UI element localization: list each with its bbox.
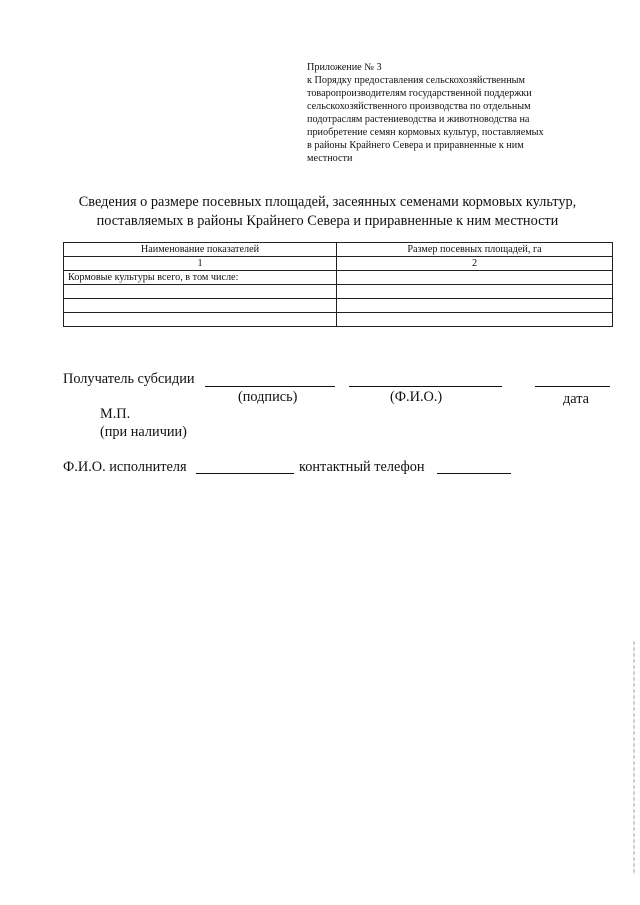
table-number-row	[64, 257, 613, 271]
appendix-line: товаропроизводителям государственной поддержки	[307, 88, 532, 99]
sowing-area-table	[63, 242, 613, 327]
table-row	[64, 299, 613, 313]
fio-caption: (Ф.И.О.)	[390, 389, 443, 405]
executor-line	[196, 473, 294, 474]
column-number-2: 2	[337, 257, 613, 271]
table-row	[64, 313, 613, 327]
table-cell	[337, 299, 613, 313]
header-indicator-name: Наименование показателей	[64, 243, 337, 257]
header-sowing-area: Размер посевных площадей, га	[337, 243, 613, 257]
table-cell	[64, 285, 337, 299]
recipient-label: Получатель субсидии	[63, 371, 195, 387]
appendix-line: сельскохозяйственного производства по отдельным	[307, 101, 531, 112]
title-line-2: поставляемых в районы Крайнего Севера и приравненные к ним местности	[96, 213, 559, 229]
table-cell	[64, 299, 337, 313]
table-row	[64, 271, 613, 285]
document-title	[40, 193, 615, 231]
appendix-line: Приложение № 3	[307, 62, 382, 73]
phone-label: контактный телефон	[299, 459, 425, 475]
table-cell	[337, 285, 613, 299]
column-number-1: 1	[64, 257, 337, 271]
signature-caption: (подпись)	[238, 389, 298, 405]
appendix-line: местности	[307, 153, 353, 164]
seal-note: (при наличии)	[100, 424, 187, 440]
seal-label: М.П.	[100, 406, 131, 422]
appendix-line: к Порядку предоставления сельскохозяйственным	[307, 75, 525, 86]
date-caption: дата	[563, 391, 590, 407]
table-cell	[337, 271, 613, 285]
appendix-line: в районы Крайнего Севера и приравненные к ним	[307, 140, 524, 151]
title-line-1: Сведения о размере посевных площадей, засеянных семенами кормовых культур,	[78, 194, 577, 210]
executor-label: Ф.И.О. исполнителя	[63, 459, 187, 475]
table-cell: Кормовые культуры всего, в том числе:	[64, 271, 337, 285]
table-row	[64, 285, 613, 299]
table-cell	[64, 313, 337, 327]
table-header-row	[64, 243, 613, 257]
appendix-block	[307, 61, 607, 165]
phone-line	[437, 473, 511, 474]
date-line	[535, 386, 610, 387]
table-cell	[337, 313, 613, 327]
fio-line	[349, 386, 502, 387]
appendix-line: подотраслям растениеводства и животноводства на	[307, 114, 530, 125]
signature-line	[205, 386, 335, 387]
scan-edge-marks	[633, 640, 635, 875]
appendix-line: приобретение семян кормовых культур, поставляемых	[307, 127, 544, 138]
